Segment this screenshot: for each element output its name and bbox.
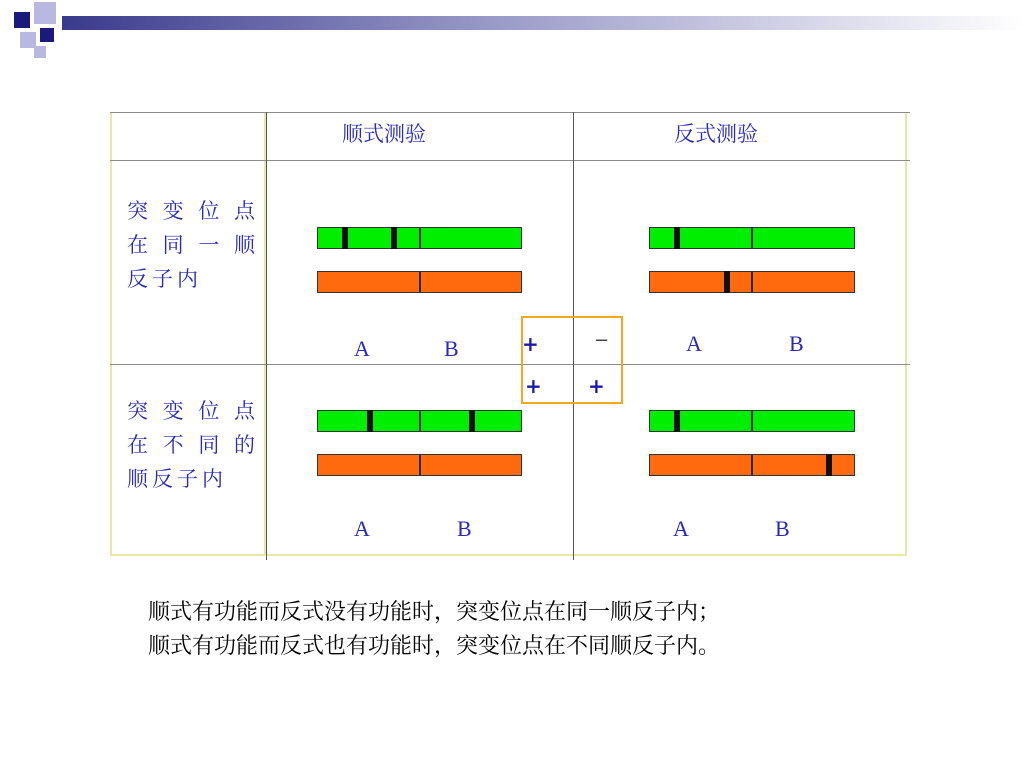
header-trans-test: 反式测验	[674, 122, 758, 146]
result-row1-cis: +	[522, 332, 539, 356]
result-row1-trans: −	[594, 330, 610, 351]
table-border	[110, 554, 907, 556]
gene-boundary	[751, 228, 753, 248]
row-label-line: 顺反子内	[127, 467, 227, 491]
gene-boundary	[419, 455, 421, 475]
gene-label-b: B	[457, 516, 472, 541]
gene-label-b: B	[775, 516, 790, 541]
gene-boundary	[751, 455, 753, 475]
title-gradient-bar	[62, 16, 1024, 30]
result-row2-trans: +	[588, 374, 605, 398]
gene-label-a: A	[673, 516, 689, 541]
mutation-marker	[469, 410, 475, 432]
result-row2-cis: +	[525, 374, 542, 398]
mutation-marker	[724, 271, 730, 293]
chromosome-orange	[649, 454, 855, 476]
row-label-same-cistron	[127, 194, 259, 296]
row-label-line: 在 不 同 的	[127, 433, 260, 457]
decorative-square	[34, 2, 56, 24]
header-cis-test: 顺式测验	[342, 122, 426, 146]
row-label-line: 反子内	[127, 267, 202, 291]
table-line	[110, 364, 910, 365]
mutation-marker	[367, 410, 373, 432]
chromosome-orange	[317, 454, 522, 476]
mutation-marker	[674, 410, 680, 432]
gene-label-a: A	[354, 516, 370, 541]
gene-label-a: A	[354, 336, 370, 361]
row-label-different-cistron	[127, 394, 259, 496]
mutation-marker	[826, 454, 832, 476]
chromosome-green	[317, 227, 522, 249]
mutation-marker	[342, 227, 348, 249]
row-label-line: 在 同 一 顺	[127, 233, 260, 257]
chromosome-orange	[317, 271, 522, 293]
gene-label-b: B	[789, 331, 804, 356]
chromosome-orange	[649, 271, 855, 293]
conclusion-line: 顺式有功能而反式也有功能时，突变位点在不同顺反子内。	[148, 634, 721, 659]
gene-boundary	[751, 411, 753, 431]
table-border	[905, 112, 907, 556]
row-label-line: 突 变 位 点	[127, 199, 260, 223]
table-line	[266, 112, 267, 560]
decorative-square	[14, 12, 30, 28]
decorative-square	[34, 46, 46, 58]
mutation-marker	[674, 227, 680, 249]
gene-boundary	[419, 228, 421, 248]
row-label-line: 突 变 位 点	[127, 399, 260, 423]
chromosome-green	[649, 227, 855, 249]
gene-boundary	[419, 272, 421, 292]
mutation-marker	[391, 227, 397, 249]
gene-label-a: A	[686, 331, 702, 356]
gene-boundary	[419, 411, 421, 431]
gene-label-b: B	[444, 336, 459, 361]
gene-boundary	[751, 272, 753, 292]
conclusion-line: 顺式有功能而反式没有功能时，突变位点在同一顺反子内；	[148, 600, 721, 625]
chromosome-green	[317, 410, 522, 432]
table-line	[110, 160, 910, 161]
chromosome-green	[649, 410, 855, 432]
table-border	[110, 112, 112, 556]
decorative-square	[40, 28, 54, 42]
conclusion-text	[148, 596, 720, 664]
table-line	[110, 112, 910, 113]
